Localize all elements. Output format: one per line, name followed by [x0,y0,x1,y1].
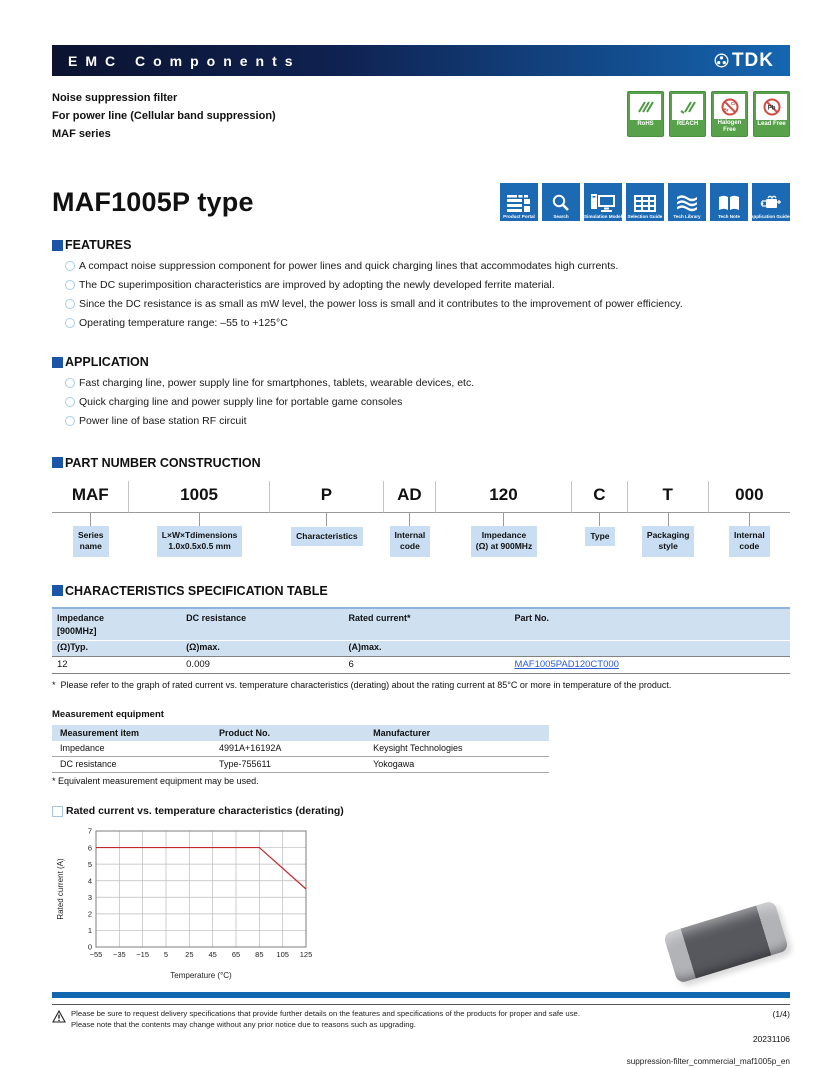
part-segment: 1005 L×W×Tdimensions 1.0x0.5x0.5 mm [129,481,269,557]
list-item: A compact noise suppression component for power lines and quick charging lines that accommodates high currents. [65,259,775,275]
circle-bullet-icon [65,378,75,388]
circle-bullet-icon [65,318,75,328]
table-row: DC resistance Type-755611 Yokogawa [52,757,549,773]
segment-label: Packaging style [642,526,695,557]
part-number-diagram [52,481,790,557]
part-number-heading: PART NUMBER CONSTRUCTION [52,456,790,470]
derating-chart-svg [54,823,324,981]
circle-bullet-icon [65,280,75,290]
svg-text:85: 85 [255,950,264,960]
search-icon [551,194,571,212]
svg-text:5: 5 [163,950,169,960]
svg-text:1: 1 [87,926,92,936]
brand-text: TDK [731,49,774,71]
connector-line [599,513,600,526]
warning-icon [52,1010,66,1028]
connector-line [326,513,327,526]
reach-leaf-icon [672,94,703,120]
product-portal-button[interactable]: Product Portal [500,183,538,221]
svg-text:5: 5 [87,859,92,869]
circle-bullet-icon [65,397,75,407]
circle-bullet-icon [65,299,75,309]
measurement-note: * Equivalent measurement equipment may be used. [52,776,259,787]
blue-square-icon [52,357,63,368]
tdk-logo [714,50,774,72]
spec-table-heading: CHARACTERISTICS SPECIFICATION TABLE [52,584,790,598]
part-segment: P Characteristics [270,481,384,557]
outline-square-icon [52,806,63,817]
svg-text:Rated current (A): Rated current (A) [56,858,65,920]
segment-label: Series name [73,526,109,557]
tech-note-button[interactable]: Tech Note [710,183,748,221]
title-row [52,183,790,221]
segment-label: Characteristics [291,527,362,546]
features-list [65,259,790,331]
tech-library-button[interactable]: Tech Library [668,183,706,221]
part-segment: 120 Impedance (Ω) at 900MHz [436,481,573,557]
list-item: Power line of base station RF circuit [65,414,775,430]
part-segment: T Packaging style [628,481,709,557]
page [52,0,790,986]
simulation-model-button[interactable]: Simulation Model [584,183,622,221]
measurement-table [52,725,549,773]
lead-free-badge: Pb Lead Free [753,91,790,137]
part-no-link[interactable]: MAF1005PAD120CT000 [514,658,619,670]
connector-line [199,513,200,526]
list-item: Fast charging line, power supply line for smartphones, tablets, wearable devices, etc. [65,376,775,392]
list-item: Operating temperature range: –55 to +125°C [65,316,775,332]
blue-square-icon [52,457,63,468]
svg-text:Pb: Pb [767,105,775,112]
selection-guide-button[interactable]: Selection Guide [626,183,664,221]
footer-note-1: Please be sure to request delivery specifications that provide further details on the features and specifications of the products for proper and safe use. [71,1009,580,1018]
toolbar [500,183,790,221]
spec-footnote: * Please refer to the graph of rated current vs. temperature characteristics (derating) about the rating current at 85°C or more in temperature of the product. [52,679,672,690]
product-line-1: Noise suppression filter [52,92,178,104]
subheader [52,89,790,143]
circle-bullet-icon [65,416,75,426]
part-segment: C Type [572,481,627,557]
svg-text:105: 105 [276,950,289,960]
blue-square-icon [52,240,63,251]
rohs-leaf-icon [630,94,661,120]
svg-text:45: 45 [208,950,217,960]
rated-current-value: 6 [344,656,510,673]
selection-guide-icon [634,195,656,212]
svg-text:6: 6 [87,843,92,853]
connector-line [90,513,91,526]
footer-note-2: Please note that the contents may change without any prior notice due to reasons such as upgrading. [71,1019,416,1029]
measurement-header-row: Measurement item Product No. Manufacturer [52,725,549,741]
impedance-value: 12 [52,656,181,673]
segment-label: Internal code [729,526,770,557]
application-heading: APPLICATION [52,355,790,369]
tdk-emblem-icon [714,53,729,68]
svg-text:Cl: Cl [730,100,735,106]
svg-text:7: 7 [87,826,92,836]
halogen-free-badge: Cl Br Halogen Free [711,91,748,137]
svg-text:65: 65 [231,950,241,960]
application-guides-icon [759,194,783,212]
svg-text:Br: Br [723,107,729,113]
svg-text:Temperature (°C): Temperature (°C) [170,971,232,981]
product-line-3: MAF series [52,128,111,141]
svg-text:−55: −55 [89,950,103,960]
reach-badge: REACH [669,91,706,137]
lead-free-icon [756,94,787,120]
measurement-section [52,709,790,786]
page-title: MAF1005P type [52,186,254,217]
connector-line [409,513,410,526]
svg-text:125: 125 [299,950,313,960]
connector-line [668,513,669,526]
list-item: The DC superimposition characteristics are improved by adopting the newly developed ferrite material. [65,278,775,294]
product-portal-icon [507,195,531,212]
compliance-badges [627,91,790,137]
connector-line [749,513,750,526]
dc-resistance-value: 0.009 [181,656,343,673]
circle-bullet-icon [65,261,75,271]
blue-square-icon [52,585,63,596]
page-number: (1/4) [772,1009,790,1019]
product-description [52,89,276,143]
application-guides-button[interactable]: Application Guides [752,183,790,221]
list-item: Quick charging line and power supply line for portable game consoles [65,395,775,411]
table-row: Impedance 4991A+16192A Keysight Technologies [52,741,549,757]
document-id: suppression-filter_commercial_maf1005p_en [626,1056,790,1066]
features-heading: FEATURES [52,238,790,252]
segment-label: Type [585,527,614,546]
rohs-badge: RoHS [627,91,664,137]
svg-text:4: 4 [87,876,92,886]
spec-header-row-1: Impedance [900MHz] DC resistance Rated current* Part No. [52,608,790,641]
footer [52,1004,790,1066]
svg-text:0: 0 [87,942,92,952]
bottom-accent-bar [52,992,790,998]
part-segment: MAF Series name [52,481,129,557]
simulation-model-icon [591,194,615,212]
svg-text:3: 3 [87,893,92,903]
table-row [52,656,790,673]
segment-label: L×W×Tdimensions 1.0x0.5x0.5 mm [157,526,243,557]
measurement-title: Measurement equipment [52,709,164,721]
svg-text:−15: −15 [136,950,150,960]
search-button[interactable]: Search [542,183,580,221]
svg-text:−35: −35 [112,950,126,960]
header-banner [52,45,790,76]
part-segment: 000 Internal code [709,481,790,557]
svg-text:2: 2 [87,909,92,919]
connector-line [503,513,504,526]
list-item: Since the DC resistance is as small as mW level, the power loss is small and it contributes to the improvement of power efficiency. [65,297,775,313]
tech-note-icon [717,195,741,212]
halogen-free-icon [714,94,745,119]
part-segment: AD Internal code [384,481,436,557]
product-line-2: For power line (Cellular band suppression) [52,110,276,123]
tech-library-icon [675,194,699,212]
document-date: 20231106 [752,1033,790,1044]
spec-header-row-2: (Ω)Typ. (Ω)max. (A)max. [52,640,790,656]
application-list [65,376,790,429]
svg-text:25: 25 [185,950,194,960]
segment-label: Internal code [390,526,431,557]
spec-table [52,607,790,674]
chart-heading: Rated current vs. temperature characteristics (derating) [52,805,790,817]
banner-title: EMC Components [68,52,301,69]
footer-notes [71,1009,758,1031]
segment-label: Impedance (Ω) at 900MHz [471,526,537,557]
